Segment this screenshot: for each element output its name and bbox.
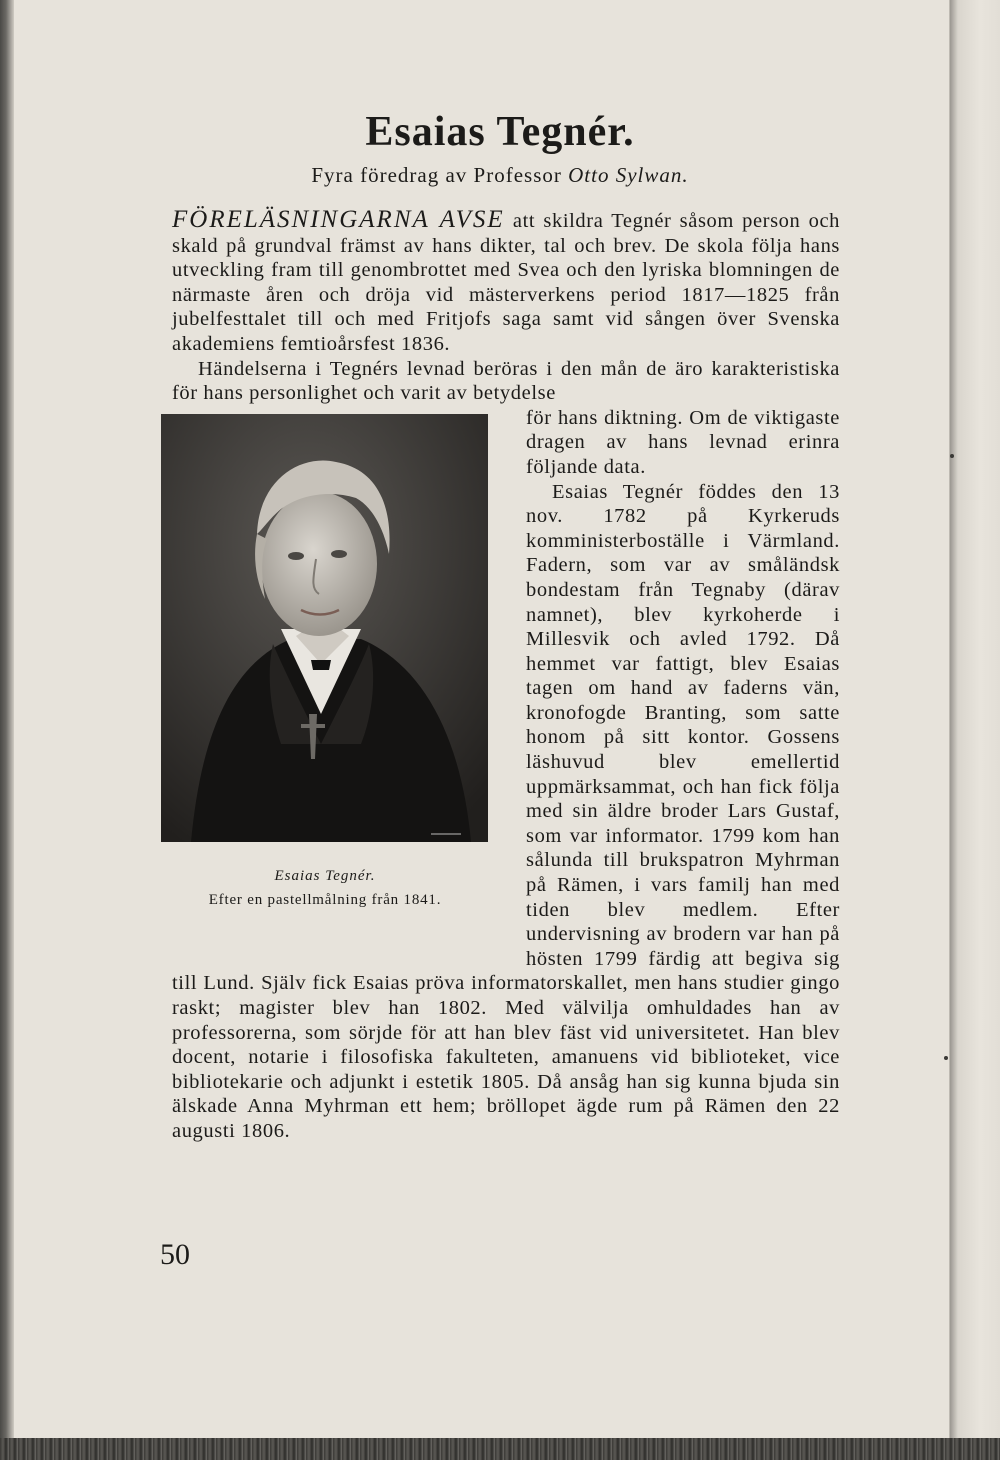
article-title: Esaias Tegnér. [365,109,635,155]
figure-caption-source: Efter en pastellmålning från 1841. [208,891,442,908]
paragraph-events-continued: för hans diktning. Om de viktigaste dragen av hans levnad erinra följande data. [526,406,840,478]
paragraph-biography: Esaias Tegnér föddes den 13 nov. 1782 på Kyrkeruds komministerboställe i Värmland. Fadern, som var av småländsk bondestam från Tegnaby (därav namnet), blev kyrkoherde i Millesvik och avled 1792. Då hemmet var fattigt, blev Esaias tagen om hand av faderns vän, kronofogde Branting, som satte honom på sitt kontor. Gossens läshuvud blev emellertid uppmärksammat, och han fick följa med sin äldre broder Lars Gustaf, som var informator. 1799 kom han sålunda till brukspatron Myhrman på Rämen, i vars familj han med tiden blev medlem. Efter undervisning av brodern var han på hösten 1799 färdig att begiva sig till Lund. Själv fick Esaias pröva informatorskallet, men hans studier gingo raskt; magister blev han 1802. Med välvilja omhuldades han av professorerna, som sörjde för att han blev fäst vid universitetet. Han blev docent, notarie i filosofiska fakulteten, amanuens vid biblioteket, vice bibliotekarie och adjunkt i estetik 1805. Då ansåg han sig kunna bjuda sin älskade Anna Myhrman ett hem; bröllopet ägde rum på Rämen den 22 augusti 1806. [172,480,840,1142]
paragraph-events: Händelserna i Tegnérs levnad beröras i den mån de äro karakteristiska för hans personlighet och varit av betydelse [172,357,840,405]
subtitle-author: Otto Sylwan. [568,163,689,187]
figure-caption-name: Esaias Tegnér. [274,867,376,884]
subtitle-prefix: Fyra föredrag av Professor [311,163,562,187]
page-number: 50 [160,1238,190,1271]
article-body [172,208,840,1144]
figure [160,408,514,968]
paragraph-intro-text: att skildra Tegnér såsom person och skald på grundval främst av hans dikter, tal och brev. De skola följa hans utveckling fram till genombrottet med Svea och den lyriska blomningen de närmaste åren och dröja vid mästerverkens period 1817—1825 från jubelfesttalet till och med Fritjofs saga samt vid sången över Svenska akademiens femtioårsfest 1836. [172,210,840,355]
portrait-illustration [161,414,488,842]
article-subtitle [0,163,1000,188]
paragraph-intro [172,208,840,357]
speck-mark [944,1056,948,1060]
lead-words: FÖRELÄSNINGARNA AVSE [172,206,505,233]
speck-mark [950,454,954,458]
book-edge [0,1438,1000,1460]
page-right-margin [950,0,1000,1440]
portrait-image [161,414,488,842]
